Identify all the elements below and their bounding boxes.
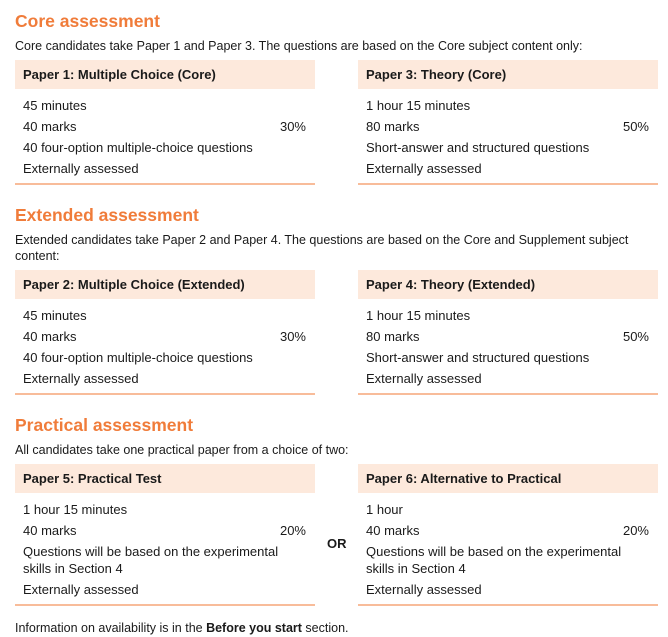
paper-duration: 1 hour 15 minutes bbox=[23, 502, 128, 517]
paper-weighting: 30% bbox=[279, 119, 306, 134]
paper-card bbox=[15, 464, 315, 606]
paper-title: Paper 5: Practical Test bbox=[15, 464, 315, 493]
paper-description: Questions will be based on the experimental skills in Section 4 bbox=[366, 544, 622, 576]
paper-card bbox=[358, 464, 658, 606]
paper-details bbox=[15, 89, 315, 183]
paper-weighting: 50% bbox=[622, 329, 649, 344]
paper-marks: 40 marks bbox=[23, 523, 77, 538]
paper-assessment: Externally assessed bbox=[366, 371, 482, 386]
paper-assessment: Externally assessed bbox=[23, 582, 139, 597]
paper-marks: 80 marks bbox=[366, 329, 420, 344]
section-core bbox=[15, 10, 660, 184]
paper-details bbox=[15, 299, 315, 393]
paper-description: Questions will be based on the experimental skills in Section 4 bbox=[23, 544, 279, 576]
section-title: Extended assessment bbox=[15, 205, 199, 225]
before-you-start-reference: Before you start bbox=[206, 621, 302, 635]
paper-details bbox=[15, 493, 315, 604]
paper-row bbox=[15, 270, 660, 394]
paper-marks-row bbox=[366, 326, 650, 347]
availability-note bbox=[15, 621, 349, 635]
paper-weighting: 50% bbox=[622, 119, 649, 134]
section-intro: All candidates take one practical paper from a choice of two: bbox=[15, 443, 349, 457]
paper-duration: 1 hour 15 minutes bbox=[366, 308, 471, 323]
section-intro: Extended candidates take Paper 2 and Paper 4. The questions are based on the Core and Supplement subject content: bbox=[15, 233, 629, 263]
paper-assessment: Externally assessed bbox=[23, 371, 139, 386]
paper-marks: 40 marks bbox=[23, 329, 77, 344]
section-practical bbox=[15, 414, 660, 606]
paper-marks-row bbox=[366, 520, 650, 541]
paper-description: 40 four-option multiple-choice questions bbox=[23, 350, 253, 365]
paper-marks: 40 marks bbox=[366, 523, 420, 538]
paper-description: Short-answer and structured questions bbox=[366, 140, 590, 155]
paper-row bbox=[15, 60, 660, 184]
paper-duration: 45 minutes bbox=[23, 98, 87, 113]
paper-details bbox=[358, 299, 658, 393]
paper-title: Paper 2: Multiple Choice (Extended) bbox=[15, 270, 315, 299]
paper-assessment: Externally assessed bbox=[366, 161, 482, 176]
paper-details bbox=[358, 493, 658, 604]
paper-marks: 80 marks bbox=[366, 119, 420, 134]
paper-title: Paper 6: Alternative to Practical bbox=[358, 464, 658, 493]
or-label: OR bbox=[327, 536, 347, 551]
paper-weighting: 20% bbox=[279, 523, 306, 538]
paper-title: Paper 3: Theory (Core) bbox=[358, 60, 658, 89]
paper-marks-row bbox=[23, 520, 307, 541]
paper-weighting: 30% bbox=[279, 329, 306, 344]
footer-text: Information on availability is in the bbox=[15, 621, 207, 635]
paper-marks-row bbox=[366, 116, 650, 137]
paper-assessment: Externally assessed bbox=[23, 161, 139, 176]
paper-marks-row bbox=[23, 116, 307, 137]
paper-description: 40 four-option multiple-choice questions bbox=[23, 140, 253, 155]
paper-assessment: Externally assessed bbox=[366, 582, 482, 597]
paper-weighting: 20% bbox=[622, 523, 649, 538]
paper-description: Short-answer and structured questions bbox=[366, 350, 590, 365]
paper-card bbox=[15, 60, 315, 185]
section-extended bbox=[15, 204, 660, 394]
section-intro: Core candidates take Paper 1 and Paper 3. The questions are based on the Core subject content only: bbox=[15, 39, 583, 53]
paper-marks: 40 marks bbox=[23, 119, 77, 134]
paper-title: Paper 1: Multiple Choice (Core) bbox=[15, 60, 315, 89]
paper-card bbox=[358, 270, 658, 395]
paper-card bbox=[358, 60, 658, 185]
paper-row bbox=[15, 464, 660, 606]
paper-marks-row bbox=[23, 326, 307, 347]
paper-title: Paper 4: Theory (Extended) bbox=[358, 270, 658, 299]
paper-details bbox=[358, 89, 658, 183]
paper-duration: 45 minutes bbox=[23, 308, 87, 323]
paper-card bbox=[15, 270, 315, 395]
paper-duration: 1 hour 15 minutes bbox=[366, 98, 471, 113]
section-title: Core assessment bbox=[15, 11, 160, 31]
paper-duration: 1 hour bbox=[366, 502, 403, 517]
section-title: Practical assessment bbox=[15, 415, 194, 435]
footer-text-end: section. bbox=[301, 621, 349, 635]
